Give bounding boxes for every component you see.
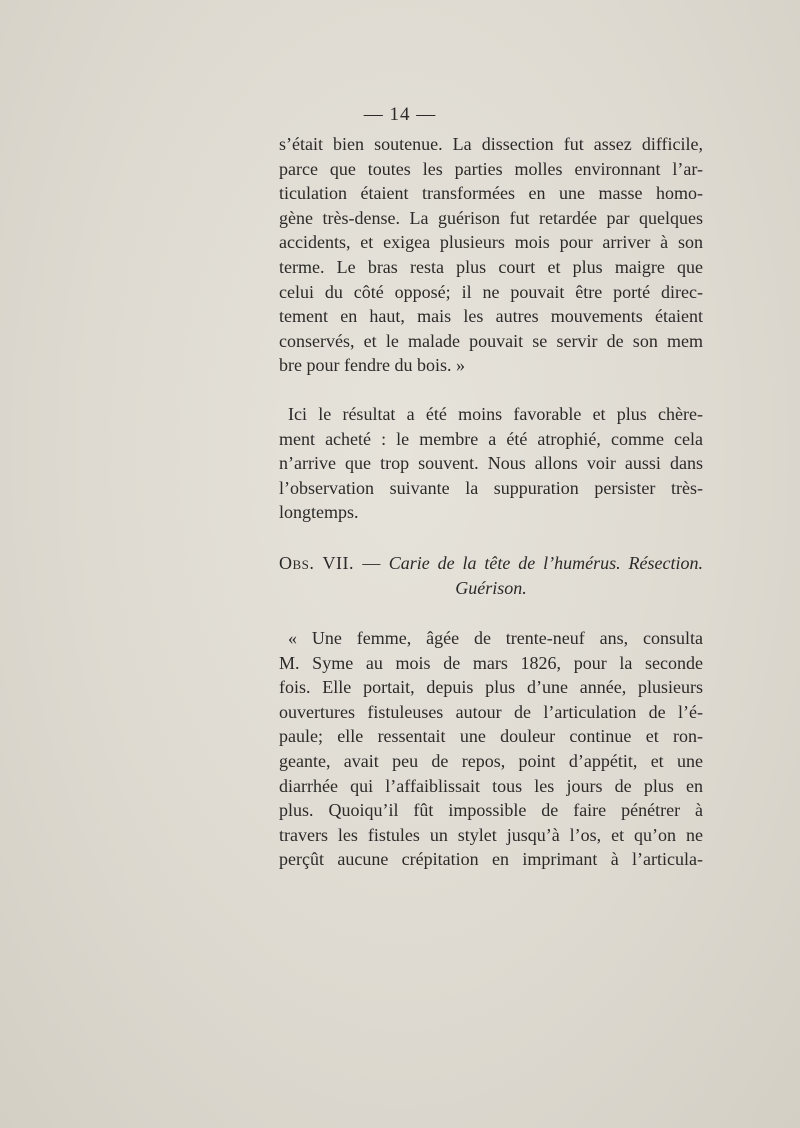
text-line: perçût aucune crépitation en imprimant à l’articula-: [279, 849, 703, 870]
text-line: ment acheté : le membre a été atrophié, comme cela: [279, 428, 703, 449]
text-line: paule; elle ressentait une douleur continue et ron-: [279, 726, 703, 747]
text-line: tement en haut, mais les autres mouvements étaient: [279, 306, 703, 327]
text-line: s’était bien soutenue. La dissection fut assez difficile,: [279, 134, 703, 154]
text-line: M. Syme au mois de mars 1826, pour la seconde: [279, 652, 703, 673]
text-line: conservés, et le malade pouvait se servir de son mem: [279, 330, 703, 351]
text-line: diarrhée qui l’affaiblissait tous les jours de plus en: [279, 775, 703, 796]
paragraph-1: [279, 132, 703, 378]
paragraph-2: [279, 402, 703, 525]
text-line: geante, avait peu de repos, point d’appétit, et une: [279, 751, 703, 772]
text-line: travers les fistules un stylet jusqu’à l’os, et qu’on ne: [279, 824, 703, 845]
text-line: parce que toutes les parties molles environnant l’ar-: [279, 158, 703, 179]
text-line: n’arrive que trop souvent. Nous allons voir aussi dans: [279, 453, 703, 474]
text-line: l’observation suivante la suppuration persister très-: [279, 477, 703, 498]
observation-label: Obs. VII. —: [279, 552, 381, 573]
text-line: accidents, et exigea plusieurs mois pour arriver à son: [279, 232, 703, 253]
text-line: celui du côté opposé; il ne pouvait être porté direc-: [279, 281, 703, 302]
observation-title-continued: Guérison.: [455, 577, 527, 598]
page-number: — 14 —: [363, 104, 437, 125]
body-text: [279, 132, 703, 872]
observation-heading: [279, 551, 703, 600]
text-line: fois. Elle portait, depuis plus d’une année, plusieurs: [279, 677, 703, 698]
text-line: bre pour fendre du bois. »: [279, 355, 465, 376]
text-line: gène très-dense. La guérison fut retardée par quelques: [279, 207, 703, 228]
text-line: plus. Quoiqu’il fût impossible de faire pénétrer à: [279, 800, 703, 821]
text-line: longtemps.: [279, 502, 359, 523]
observation-title: Carie de la tête de l’humérus. Résection.: [388, 552, 703, 573]
text-line: Ici le résultat a été moins favorable et plus chère-: [288, 403, 703, 424]
text-line: ouvertures fistuleuses autour de l’articulation de l’é-: [279, 701, 703, 722]
text-line: « Une femme, âgée de trente-neuf ans, consulta: [288, 628, 703, 649]
text-line: terme. Le bras resta plus court et plus maigre que: [279, 256, 703, 277]
text-line: ticulation étaient transformées en une masse homo-: [279, 183, 703, 204]
paragraph-3: [279, 626, 703, 872]
